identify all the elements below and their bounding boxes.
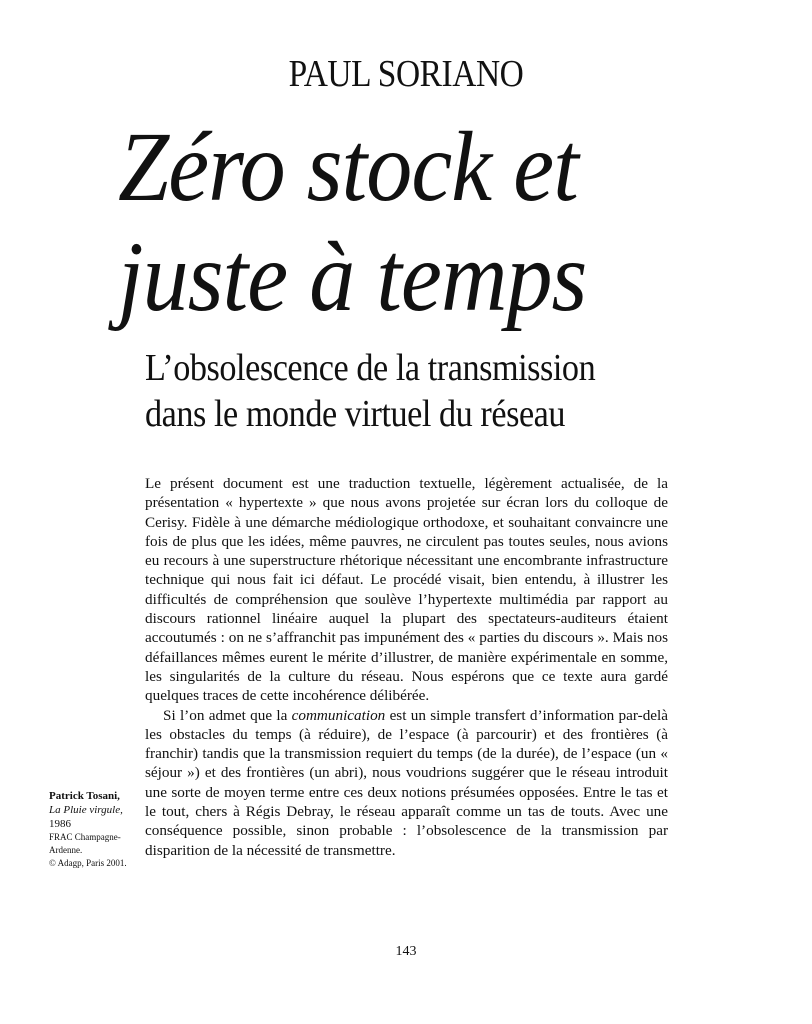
- caption-artist: Patrick Tosani,: [49, 790, 120, 802]
- caption-year: 1986: [49, 818, 71, 830]
- article-subtitle: [145, 345, 705, 437]
- paragraph-2-start: Si l’on admet que la: [163, 706, 292, 724]
- caption-copyright: © Adagp, Paris 2001.: [49, 858, 127, 868]
- title-line-2: juste à temps: [118, 221, 587, 332]
- body-paragraph-2: [145, 706, 668, 860]
- paragraph-2-rest: est un simple transfert d’information par-delà les obstacles du temps (à réduire), de l’espace (à parcourir) et des frontières (à franchir) tandis que la transmission requiert du temps (de la durée), de l’espace (un « séjour ») et des frontières (un abri), nous voudrions suggérer que le réseau introduit une sorte de moyen terme entre ces deux notions présumées opposées. Entre le tas et le tout, chers à Régis Debray, le réseau apparaît comme un tas de touts. Avec une conséquence possible, sinon probable : l’obsolescence de la transmission par disparition de la nécessité de transmettre.: [145, 706, 668, 859]
- image-caption: [49, 789, 131, 870]
- body-paragraph-1: Le présent document est une traduction textuelle, légèrement actualisée, de la présentation « hypertexte » que nous avons projetée sur écran lors du colloque de Cerisy. Fidèle à une démarche médiologique orthodoxe, et souhaitant convaincre une fois de plus que les idées, même pauvres, ne circulent pas toutes seules, nous avions eu recours à une superstructure rhétorique nécessitant une encombrante infrastructure technique qui nous fait ici défaut. Le procédé visait, bien entendu, à illustrer les difficultés de compréhension que soulève l’hypertexte multimédia par rapport au discours rationnel linéaire auquel la plupart des spectateurs-auditeurs étaient accoutumés : on ne s’affranchit pas impunément des « parties du discours ». Mais nos défaillances mêmes eurent le mérite d’illustrer, de manière expérimentale en somme, les singularités de la culture du réseau. Nous espérons que ce texte aura gardé quelques traces de cette incohérence délibérée.: [145, 475, 668, 705]
- caption-work: La Pluie virgule,: [49, 804, 123, 816]
- emphasis-communication: communication: [291, 706, 386, 724]
- subtitle-line-1: L’obsolescence de la transmission: [145, 347, 596, 389]
- page-number: 143: [395, 944, 417, 959]
- article-title: [118, 112, 738, 332]
- title-line-1: Zéro stock et: [118, 111, 578, 222]
- caption-collection: FRAC Champagne-Ardenne.: [49, 832, 121, 855]
- article-body: [145, 474, 668, 860]
- author-name: PAUL SORIANO: [288, 53, 524, 95]
- subtitle-line-2: dans le monde virtuel du réseau: [145, 393, 566, 435]
